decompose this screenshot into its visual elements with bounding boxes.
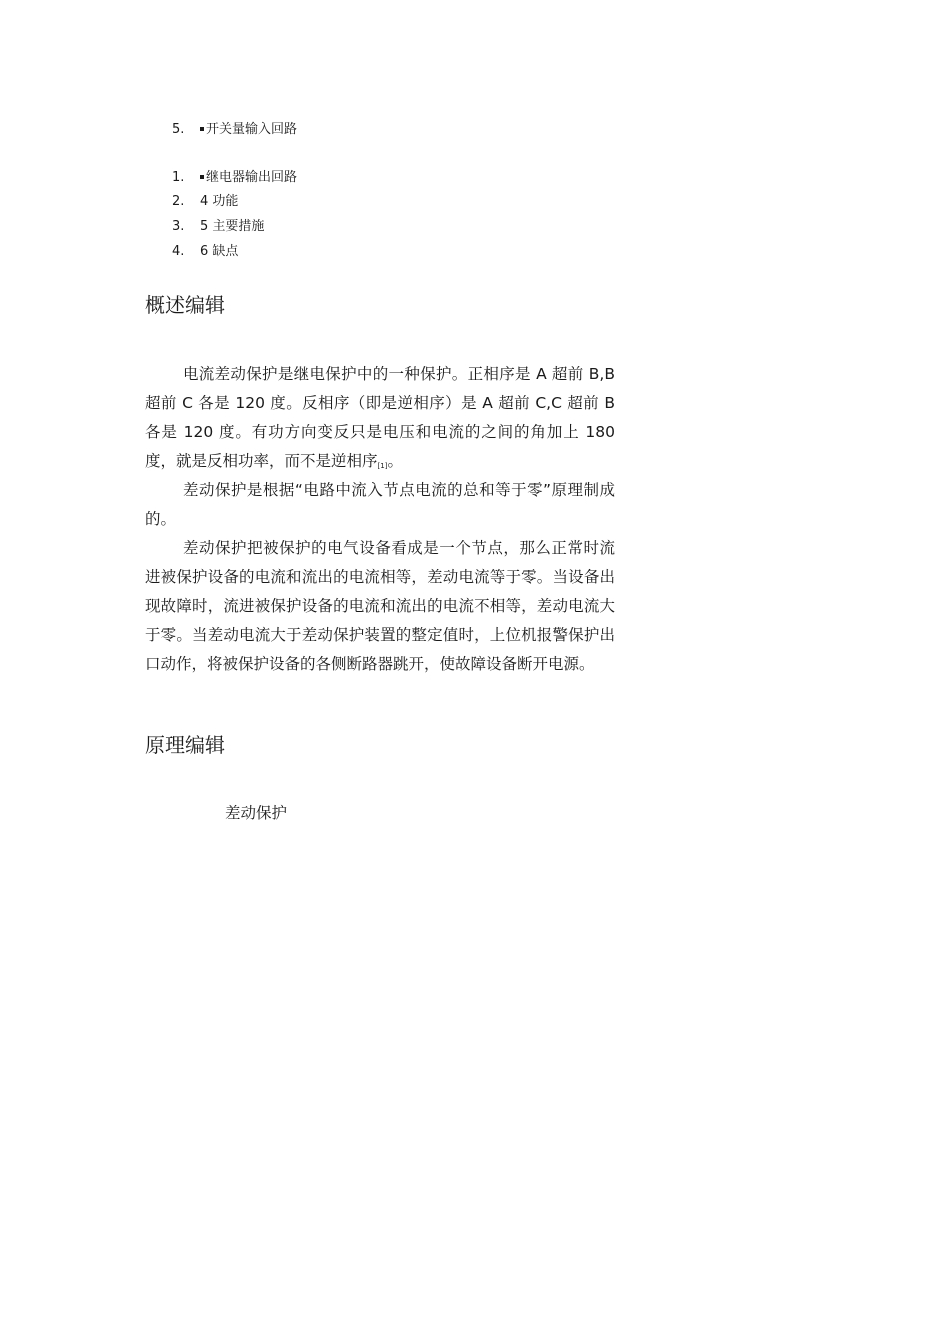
toc-item[interactable] [172,121,297,139]
toc-label: 4 功能 [200,194,239,209]
toc-number: 3. [172,219,185,234]
section-heading-overview: 概述编辑 [145,293,225,317]
toc-label: 开关量输入回路 [206,122,298,137]
overview-paragraph-1 [145,360,615,481]
toc-number: 4. [172,244,185,259]
citation-reference[interactable]: [1] [377,462,388,470]
toc-item[interactable] [172,193,238,211]
toc-item[interactable] [172,169,297,187]
overview-paragraph-2: 差动保护是根据“电路中流入节点电流的总和等于零”原理制成的。 [145,481,615,528]
paragraph-end: 。 [387,452,403,470]
toc-label: 6 缺点 [200,244,239,259]
toc-item[interactable] [172,243,238,261]
section-heading-principle: 原理编辑 [145,733,225,757]
toc-label: 5 主要措施 [200,219,265,234]
bullet-icon [200,127,204,131]
figure-caption: 差动保护 [225,804,288,822]
paragraph-text: 电流差动保护是继电保护中的一种保护。正相序是 A 超前 B,B 超前 C 各是 120 度。反相序（即是逆相序）是 A 超前 C,C 超前 B 各是 120 度。有功方向变反只是电压和电流的之间的角加上 180 度，就是反相功率，而不是逆相序 [145,365,615,470]
toc-label: 继电器输出回路 [206,170,298,185]
bullet-icon [200,175,204,179]
toc-item[interactable] [172,218,264,236]
toc-number: 2. [172,194,185,209]
toc-number: 5. [172,122,185,137]
toc-number: 1. [172,170,185,185]
overview-paragraph-3: 差动保护把被保护的电气设备看成是一个节点，那么正常时流进被保护设备的电流和流出的电流相等，差动电流等于零。当设备出现故障时，流进被保护设备的电流和流出的电流不相等，差动电流大于零。当差动电流大于差动保护装置的整定值时，上位机报警保护出口动作，将被保护设备的各侧断路器跳开，使故障设备断开电源。 [145,539,615,673]
